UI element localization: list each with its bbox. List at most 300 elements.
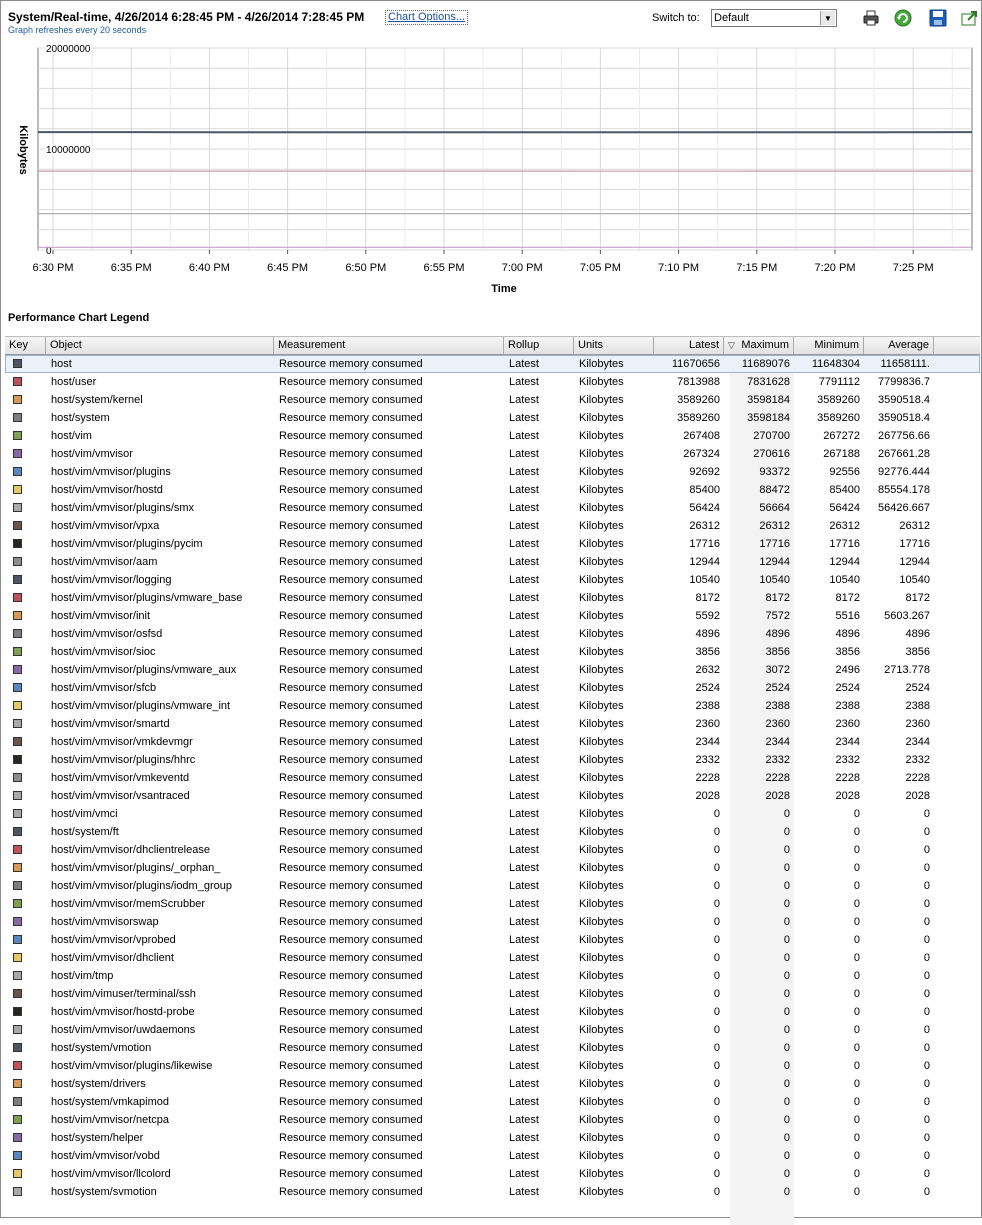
series-color-swatch: [13, 755, 22, 764]
series-color-swatch: [13, 1007, 22, 1016]
cell-minimum: 2524: [794, 679, 864, 697]
cell-measurement: Resource memory consumed: [279, 1057, 504, 1075]
chart-options-link[interactable]: Chart Options...: [385, 10, 468, 25]
table-row[interactable]: [5, 445, 980, 463]
cell-maximum: 2388: [724, 697, 794, 715]
cell-latest: 2388: [654, 697, 724, 715]
column-header-label: Object: [50, 339, 82, 351]
cell-units: Kilobytes: [579, 1147, 654, 1165]
series-color-swatch: [13, 935, 22, 944]
cell-maximum: 17716: [724, 535, 794, 553]
save-icon: [929, 9, 947, 27]
cell-units: Kilobytes: [579, 1039, 654, 1057]
table-row[interactable]: [5, 391, 980, 409]
cell-measurement: Resource memory consumed: [279, 751, 504, 769]
column-header-measurement[interactable]: [274, 337, 504, 354]
cell-minimum: 2028: [794, 787, 864, 805]
cell-maximum: 0: [724, 1093, 794, 1111]
cell-object: host/system/ft: [51, 823, 274, 841]
table-row[interactable]: [5, 715, 980, 733]
cell-object: host/system/vmkapimod: [51, 1093, 274, 1111]
cell-minimum: 2388: [794, 697, 864, 715]
series-color-swatch: [13, 737, 22, 746]
cell-minimum: 3856: [794, 643, 864, 661]
cell-maximum: 0: [724, 949, 794, 967]
legend-title: Performance Chart Legend: [8, 312, 149, 324]
cell-rollup: Latest: [509, 607, 574, 625]
table-row[interactable]: [5, 769, 980, 787]
print-icon: [862, 9, 880, 27]
cell-average: 2228: [864, 769, 934, 787]
cell-rollup: Latest: [509, 805, 574, 823]
series-color-swatch: [13, 863, 22, 872]
cell-minimum: 0: [794, 1093, 864, 1111]
cell-average: 4896: [864, 625, 934, 643]
cell-object: host/vim/vmvisor/plugins: [51, 463, 274, 481]
table-row[interactable]: [5, 517, 980, 535]
cell-measurement: Resource memory consumed: [279, 1021, 504, 1039]
column-header-key[interactable]: [5, 337, 46, 354]
cell-latest: 0: [654, 949, 724, 967]
cell-maximum: 0: [724, 1057, 794, 1075]
table-row[interactable]: [5, 1183, 980, 1201]
cell-minimum: 0: [794, 859, 864, 877]
cell-minimum: 0: [794, 805, 864, 823]
series-color-swatch: [13, 449, 22, 458]
cell-measurement: Resource memory consumed: [279, 391, 504, 409]
cell-object: host/system: [51, 409, 274, 427]
cell-measurement: Resource memory consumed: [279, 697, 504, 715]
cell-maximum: 2332: [724, 751, 794, 769]
cell-maximum: 0: [724, 1003, 794, 1021]
cell-units: Kilobytes: [579, 841, 654, 859]
y-tick-label: 0: [46, 246, 52, 257]
cell-units: Kilobytes: [579, 1021, 654, 1039]
series-color-swatch: [13, 1079, 22, 1088]
cell-maximum: 270616: [724, 445, 794, 463]
cell-object: host/vim/vmvisor/netcpa: [51, 1111, 274, 1129]
cell-rollup: Latest: [509, 409, 574, 427]
cell-maximum: 0: [724, 1129, 794, 1147]
cell-rollup: Latest: [509, 715, 574, 733]
cell-minimum: 26312: [794, 517, 864, 535]
table-row[interactable]: [5, 373, 980, 391]
cell-object: host/vim/vmvisor/plugins/vmware_int: [51, 697, 274, 715]
cell-units: Kilobytes: [579, 715, 654, 733]
table-row[interactable]: [5, 805, 980, 823]
cell-latest: 5592: [654, 607, 724, 625]
table-row[interactable]: [5, 1075, 980, 1093]
cell-maximum: 2344: [724, 733, 794, 751]
cell-measurement: Resource memory consumed: [279, 733, 504, 751]
cell-rollup: Latest: [509, 661, 574, 679]
y-axis-label: Kilobytes: [17, 125, 29, 175]
table-row[interactable]: [5, 607, 980, 625]
table-row[interactable]: [5, 535, 980, 553]
cell-latest: 26312: [654, 517, 724, 535]
table-row[interactable]: [5, 895, 980, 913]
cell-maximum: 7572: [724, 607, 794, 625]
series-color-swatch: [13, 593, 22, 602]
cell-maximum: 26312: [724, 517, 794, 535]
cell-rollup: Latest: [509, 355, 574, 373]
series-color-swatch: [13, 557, 22, 566]
cell-measurement: Resource memory consumed: [279, 553, 504, 571]
table-row[interactable]: [5, 661, 980, 679]
cell-minimum: 0: [794, 1075, 864, 1093]
cell-object: host/vim/vmvisor/osfsd: [51, 625, 274, 643]
cell-average: 3590518.4: [864, 409, 934, 427]
cell-rollup: Latest: [509, 589, 574, 607]
cell-rollup: Latest: [509, 373, 574, 391]
cell-average: 5603.267: [864, 607, 934, 625]
cell-object: host/vim/vmvisor/vsantraced: [51, 787, 274, 805]
column-header-average[interactable]: [864, 337, 934, 354]
table-row[interactable]: [5, 949, 980, 967]
cell-average: 2713.778: [864, 661, 934, 679]
cell-object: host/vim/vmvisor/llcolord: [51, 1165, 274, 1183]
table-row[interactable]: [5, 481, 980, 499]
table-row[interactable]: [5, 1147, 980, 1165]
x-tick-label: 6:35 PM: [111, 262, 152, 274]
series-color-swatch: [13, 1025, 22, 1034]
cell-units: Kilobytes: [579, 535, 654, 553]
table-row[interactable]: [5, 1021, 980, 1039]
cell-measurement: Resource memory consumed: [279, 1075, 504, 1093]
cell-maximum: 0: [724, 1147, 794, 1165]
cell-rollup: Latest: [509, 787, 574, 805]
cell-latest: 2228: [654, 769, 724, 787]
column-header-minimum[interactable]: [794, 337, 864, 354]
cell-latest: 0: [654, 859, 724, 877]
refresh-button[interactable]: [893, 8, 913, 28]
cell-units: Kilobytes: [579, 607, 654, 625]
cell-minimum: 267272: [794, 427, 864, 445]
cell-measurement: Resource memory consumed: [279, 985, 504, 1003]
legend-table-header: [5, 336, 980, 355]
cell-latest: 0: [654, 1129, 724, 1147]
cell-maximum: 3856: [724, 643, 794, 661]
cell-maximum: 0: [724, 805, 794, 823]
column-header-latest[interactable]: [654, 337, 724, 354]
cell-object: host/system/helper: [51, 1129, 274, 1147]
cell-measurement: Resource memory consumed: [279, 1165, 504, 1183]
cell-latest: 0: [654, 1165, 724, 1183]
series-color-swatch: [13, 953, 22, 962]
cell-minimum: 0: [794, 949, 864, 967]
cell-units: Kilobytes: [579, 643, 654, 661]
print-button[interactable]: [861, 8, 881, 28]
cell-average: 7799836.7: [864, 373, 934, 391]
table-row[interactable]: [5, 409, 980, 427]
series-color-swatch: [13, 521, 22, 530]
cell-rollup: Latest: [509, 1003, 574, 1021]
cell-object: host/vim/vmvisor/aam: [51, 553, 274, 571]
cell-object: host/vim/vmvisor/init: [51, 607, 274, 625]
cell-measurement: Resource memory consumed: [279, 931, 504, 949]
cell-units: Kilobytes: [579, 805, 654, 823]
cell-object: host/vim/vmvisor/sfcb: [51, 679, 274, 697]
x-tick-label: 7:10 PM: [658, 262, 699, 274]
table-row[interactable]: [5, 355, 980, 373]
cell-object: host/vim/vmvisor/vprobed: [51, 931, 274, 949]
table-row[interactable]: [5, 787, 980, 805]
cell-units: Kilobytes: [579, 1093, 654, 1111]
cell-minimum: 0: [794, 967, 864, 985]
cell-average: 0: [864, 985, 934, 1003]
table-row[interactable]: [5, 931, 980, 949]
cell-minimum: 0: [794, 1003, 864, 1021]
cell-units: Kilobytes: [579, 697, 654, 715]
cell-object: host/vim/vmvisor/plugins/pycim: [51, 535, 274, 553]
cell-units: Kilobytes: [579, 1111, 654, 1129]
cell-rollup: Latest: [509, 769, 574, 787]
cell-units: Kilobytes: [579, 499, 654, 517]
cell-maximum: 88472: [724, 481, 794, 499]
table-row[interactable]: [5, 751, 980, 769]
cell-units: Kilobytes: [579, 733, 654, 751]
table-row[interactable]: [5, 499, 980, 517]
cell-measurement: Resource memory consumed: [279, 787, 504, 805]
table-row[interactable]: [5, 1111, 980, 1129]
cell-latest: 0: [654, 1039, 724, 1057]
table-row[interactable]: [5, 643, 980, 661]
cell-units: Kilobytes: [579, 1129, 654, 1147]
cell-object: host/vim/vmvisor/plugins/smx: [51, 499, 274, 517]
cell-latest: 0: [654, 1003, 724, 1021]
table-row[interactable]: [5, 463, 980, 481]
cell-rollup: Latest: [509, 841, 574, 859]
column-header-maximum[interactable]: [724, 337, 794, 354]
cell-rollup: Latest: [509, 967, 574, 985]
cell-rollup: Latest: [509, 1111, 574, 1129]
cell-rollup: Latest: [509, 391, 574, 409]
cell-units: Kilobytes: [579, 1183, 654, 1201]
column-header-object[interactable]: [46, 337, 274, 354]
cell-latest: 0: [654, 1021, 724, 1039]
cell-minimum: 11648304: [794, 355, 864, 373]
column-header-label: Rollup: [508, 339, 539, 351]
table-row[interactable]: [5, 1165, 980, 1183]
cell-rollup: Latest: [509, 895, 574, 913]
cell-minimum: 10540: [794, 571, 864, 589]
switch-to-select[interactable]: [711, 9, 837, 27]
cell-object: host/vim: [51, 427, 274, 445]
cell-units: Kilobytes: [579, 373, 654, 391]
series-color-swatch: [13, 1187, 22, 1196]
export-button[interactable]: [960, 8, 980, 28]
switch-to-label: Switch to:: [652, 12, 700, 24]
table-row[interactable]: [5, 589, 980, 607]
cell-latest: 17716: [654, 535, 724, 553]
cell-average: 8172: [864, 589, 934, 607]
cell-average: 0: [864, 1057, 934, 1075]
cell-measurement: Resource memory consumed: [279, 949, 504, 967]
table-row[interactable]: [5, 1129, 980, 1147]
cell-rollup: Latest: [509, 1057, 574, 1075]
cell-units: Kilobytes: [579, 787, 654, 805]
table-row[interactable]: [5, 1003, 980, 1021]
cell-average: 2028: [864, 787, 934, 805]
cell-measurement: Resource memory consumed: [279, 679, 504, 697]
cell-minimum: 2344: [794, 733, 864, 751]
cell-object: host/vim/vmvisor/sioc: [51, 643, 274, 661]
cell-latest: 3589260: [654, 391, 724, 409]
cell-maximum: 270700: [724, 427, 794, 445]
cell-maximum: 2524: [724, 679, 794, 697]
table-row[interactable]: [5, 553, 980, 571]
cell-maximum: 0: [724, 895, 794, 913]
cell-minimum: 267188: [794, 445, 864, 463]
cell-object: host/user: [51, 373, 274, 391]
cell-latest: 0: [654, 877, 724, 895]
save-button[interactable]: [928, 8, 948, 28]
cell-average: 0: [864, 1003, 934, 1021]
cell-maximum: 0: [724, 1183, 794, 1201]
x-tick-label: 6:50 PM: [345, 262, 386, 274]
cell-maximum: 3072: [724, 661, 794, 679]
cell-units: Kilobytes: [579, 661, 654, 679]
cell-latest: 3856: [654, 643, 724, 661]
table-row[interactable]: [5, 427, 980, 445]
cell-latest: 0: [654, 1111, 724, 1129]
cell-average: 2332: [864, 751, 934, 769]
cell-maximum: 0: [724, 1075, 794, 1093]
cell-object: host/vim/vmvisor/hostd-probe: [51, 1003, 274, 1021]
cell-object: host: [51, 355, 274, 373]
cell-measurement: Resource memory consumed: [279, 715, 504, 733]
cell-measurement: Resource memory consumed: [279, 445, 504, 463]
cell-measurement: Resource memory consumed: [279, 571, 504, 589]
cell-object: host/vim/vmvisor/plugins/vmware_base: [51, 589, 274, 607]
cell-object: host/system/vmotion: [51, 1039, 274, 1057]
cell-average: 85554.178: [864, 481, 934, 499]
cell-minimum: 0: [794, 931, 864, 949]
cell-rollup: Latest: [509, 463, 574, 481]
cell-object: host/vim/vmvisor/vpxa: [51, 517, 274, 535]
cell-minimum: 0: [794, 1111, 864, 1129]
table-row[interactable]: [5, 733, 980, 751]
table-row[interactable]: [5, 1039, 980, 1057]
cell-minimum: 0: [794, 913, 864, 931]
cell-rollup: Latest: [509, 571, 574, 589]
cell-measurement: Resource memory consumed: [279, 913, 504, 931]
table-row[interactable]: [5, 679, 980, 697]
cell-maximum: 0: [724, 1021, 794, 1039]
cell-measurement: Resource memory consumed: [279, 769, 504, 787]
cell-average: 17716: [864, 535, 934, 553]
cell-average: 26312: [864, 517, 934, 535]
cell-average: 56426.667: [864, 499, 934, 517]
cell-object: host/vim/vmvisor/memScrubber: [51, 895, 274, 913]
cell-object: host/vim/vmvisor/plugins/iodm_group: [51, 877, 274, 895]
cell-average: 0: [864, 823, 934, 841]
cell-maximum: 93372: [724, 463, 794, 481]
cell-latest: 7813988: [654, 373, 724, 391]
cell-average: 0: [864, 1021, 934, 1039]
cell-units: Kilobytes: [579, 391, 654, 409]
switch-to-value: Default: [714, 12, 749, 24]
cell-units: Kilobytes: [579, 1057, 654, 1075]
cell-maximum: 0: [724, 931, 794, 949]
cell-rollup: Latest: [509, 823, 574, 841]
cell-minimum: 0: [794, 985, 864, 1003]
series-color-swatch: [13, 539, 22, 548]
cell-latest: 2524: [654, 679, 724, 697]
table-row[interactable]: [5, 967, 980, 985]
table-row[interactable]: [5, 859, 980, 877]
table-row[interactable]: [5, 841, 980, 859]
cell-object: host/vim/vmvisor/uwdaemons: [51, 1021, 274, 1039]
cell-average: 2388: [864, 697, 934, 715]
column-header-label: Average: [888, 339, 929, 351]
cell-measurement: Resource memory consumed: [279, 805, 504, 823]
series-color-swatch: [13, 395, 22, 404]
cell-rollup: Latest: [509, 697, 574, 715]
cell-rollup: Latest: [509, 1075, 574, 1093]
table-row[interactable]: [5, 625, 980, 643]
cell-measurement: Resource memory consumed: [279, 463, 504, 481]
cell-rollup: Latest: [509, 1147, 574, 1165]
table-row[interactable]: [5, 985, 980, 1003]
cell-measurement: Resource memory consumed: [279, 841, 504, 859]
cell-rollup: Latest: [509, 1183, 574, 1201]
cell-measurement: Resource memory consumed: [279, 967, 504, 985]
cell-units: Kilobytes: [579, 355, 654, 373]
x-axis-label: Time: [491, 283, 516, 295]
series-color-swatch: [13, 881, 22, 890]
series-color-swatch: [13, 575, 22, 584]
cell-average: 0: [864, 949, 934, 967]
cell-measurement: Resource memory consumed: [279, 823, 504, 841]
series-color-swatch: [13, 971, 22, 980]
table-row[interactable]: [5, 823, 980, 841]
cell-measurement: Resource memory consumed: [279, 1147, 504, 1165]
series-color-swatch: [13, 647, 22, 656]
table-row[interactable]: [5, 1093, 980, 1111]
cell-average: 11658111.: [864, 355, 934, 373]
table-row[interactable]: [5, 877, 980, 895]
table-row[interactable]: [5, 913, 980, 931]
cell-latest: 2360: [654, 715, 724, 733]
column-header-units[interactable]: [574, 337, 654, 354]
cell-measurement: Resource memory consumed: [279, 355, 504, 373]
cell-average: 0: [864, 931, 934, 949]
column-header-rollup[interactable]: [504, 337, 574, 354]
table-row[interactable]: [5, 697, 980, 715]
cell-average: 0: [864, 805, 934, 823]
table-row[interactable]: [5, 1057, 980, 1075]
cell-units: Kilobytes: [579, 913, 654, 931]
cell-object: host/vim/vmvisor/plugins/_orphan_: [51, 859, 274, 877]
cell-rollup: Latest: [509, 949, 574, 967]
cell-object: host/system/kernel: [51, 391, 274, 409]
series-color-swatch: [13, 719, 22, 728]
cell-measurement: Resource memory consumed: [279, 427, 504, 445]
cell-units: Kilobytes: [579, 751, 654, 769]
cell-units: Kilobytes: [579, 895, 654, 913]
series-color-swatch: [13, 989, 22, 998]
cell-minimum: 2228: [794, 769, 864, 787]
cell-average: 0: [864, 1075, 934, 1093]
series-color-swatch: [13, 1043, 22, 1052]
cell-units: Kilobytes: [579, 427, 654, 445]
table-row[interactable]: [5, 571, 980, 589]
series-color-swatch: [13, 665, 22, 674]
column-header-label: Key: [9, 339, 28, 351]
cell-rollup: Latest: [509, 733, 574, 751]
cell-average: 0: [864, 841, 934, 859]
